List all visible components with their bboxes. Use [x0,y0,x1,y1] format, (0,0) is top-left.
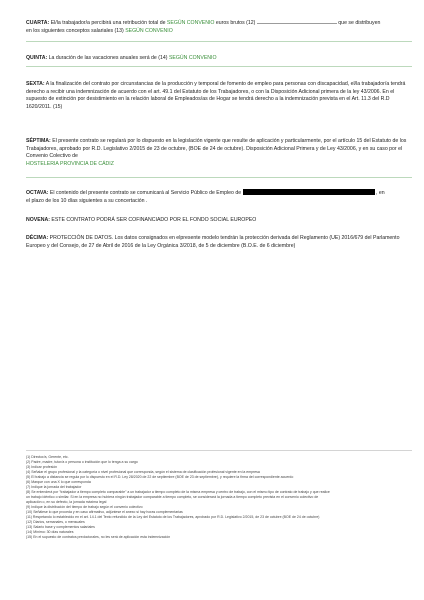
footnote-divider [26,450,412,451]
footnote-item: (9) Indique la distribución del tiempo de trabajo según el convenio colectivo [26,505,143,509]
footnote-item: (13) Salario base y complementos salariales [26,525,95,529]
clause-text: PROTECCIÓN DE DATOS. Los datos consignados en elpresente modelo tendrán la protección derivada del Reglamento (UE) 2016/679 del Parlamento Europeo y del Consejo, de 27 de Abril de 2016 de la Ley Orgánica 3/2018, de 5 de diciembre (B.O.E. de 6 diciembre) [26,235,400,249]
clause-label: DÉCIMA: [26,235,49,241]
clause-label: NOVENA: [26,217,50,223]
footnote-item: (12) Diarios, semanales, o mensuales [26,520,85,524]
footnote-item: (6) Marque con una X lo que corresponda [26,480,91,484]
clause-septima [26,138,412,168]
clause-text: El/la trabajador/a percibirá una retribución total de [49,20,167,26]
clause-text: La duración de las vacaciones anuales será de (14) [47,55,169,61]
clause-label: SEXTA: [26,81,45,87]
clause-label: QUINTA: [26,55,48,61]
footnote-item: (14) Mínimo: 30 días naturales [26,530,74,534]
footnote-item: (11) Respetando lo establecido en el art. 14.1 del Texto refundido de la Ley del Estatuto de los Trabajadores, aprobado por R.D. Legislativo 2/2015, de 23 de octubre (BOE de 24 de octubre) [26,515,320,519]
salary-field[interactable]: SEGÚN CONVENIO [166,20,215,26]
clause-label: SÉPTIMA: [26,138,51,144]
clause-text: que se distribuyen [336,20,381,26]
clause-text: el plazo de los 10 días siguientes a su concertación . [26,197,148,204]
clause-decima [26,235,412,250]
salary-concepts-field[interactable]: SEGÚN CONVENIO [125,27,173,34]
clause-novena [26,217,412,225]
footnote-item: (7) Indique la jornada del trabajador [26,485,82,489]
field-underline [26,177,412,178]
field-underline [26,41,412,42]
clause-text: euros brutos (12) [214,20,257,26]
footnote-item: (2) Padre, madre, tutor/a o persona o institución que lo tenga a su cargo [26,460,138,464]
clause-text: A la finalización del contrato por circunstancias de la producción y temporal de fomento de empleo para personas con discapacidad, el/la trabajador/a tendrá derecho a recibir una indemnización de acuerdo con el art. 49.1 del Estatuto de los Trabajadores, o con la Disposición Adicional primera de la ley 43/2006. En el supuesto de extinción por desistimiento en la relación laboral de Empleados/as de Hogar se tendrá derecho a la indemnización prevista en el Art. 11.3 del R.D 1620/2011. (15) [26,81,406,110]
clause-text: El presente contrato se regulará por lo dispuesto en la legislación vigente que resulte de aplicación y particularmente, por el artículo 15 del Estatuto de los Trabajadores, aprobado por R.D. Legislativo 2/2015 de 23 de octubre, (BOE de 24 de octubre). Disposición Adicional Primera y de Ley 43/2006, y en su caso por el Convenio Colectivo de [26,138,407,160]
footnote-item: (10) Señálese lo que proceda y en caso afirmativo, adjúntese el anexo si hay horas complementarias [26,510,183,514]
clause-sexta [26,81,412,111]
clause-text: El contenido del presente contrato se comunicará al Servicio Público de Empleo de [48,190,243,196]
blank-field[interactable] [257,18,337,24]
clause-text: , en [374,190,385,196]
footnote-item: aplicación o, en su defecto, la jornada máxima legal [26,500,107,504]
clause-label: OCTAVA: [26,190,49,196]
redacted-block [243,189,375,195]
footnote-item: (8) Se entenderá por "trabajador a tiempo completo comparable" a un trabajador a tiempo completo de la misma empresa y centro de trabajo, con el mismo tipo de contrato de trabajo y que realice [26,490,330,494]
footnote-item: (4) Señalar el grupo profesional y la categoría o nivel profesional que corresponda, según el sistema de clasificación profesional vigente en la empresa [26,470,260,474]
footnote-item: (1) Director/a, Gerente, etc. [26,455,69,459]
footnote-item: (5) El trabajo a distancia se regula por lo dispuesto en el R.D. Ley 28/2020 de 22 de septiembre (BOE de 23 de septiembre), y requiere la firma del correspondiente acuerdo [26,475,294,479]
clause-cuarta [26,18,412,35]
collective-agreement-field[interactable]: HOSTELERIA PROVINCIA DE CÁDIZ [26,160,114,167]
clause-text: ESTE CONTRATO PODRÁ SER COFINANCIADO POR EL FONDO SOCIAL EUROPEO [49,217,257,223]
vacation-field[interactable]: SEGÚN CONVENIO [168,55,217,61]
footnote-item: (15) En el supuesto de contratos predoctorales, no les será de aplicación esta indemnización [26,535,171,539]
footnote-item: (3) Indicar profesión [26,465,58,469]
clause-quinta [26,55,412,63]
clause-octava [26,189,412,205]
footnotes [26,455,412,540]
clause-label: CUARTA: [26,20,50,26]
footnote-item: un trabajo idéntico o similar. Si en la empresa no hubiera ningún trabajador comparable a tiempo completo, se considerará la jornada a tiempo completo prevista en el convenio colectivo de [26,495,319,499]
field-underline [26,66,412,67]
clause-text: en los siguientes conceptos salariales (13) [26,27,126,34]
